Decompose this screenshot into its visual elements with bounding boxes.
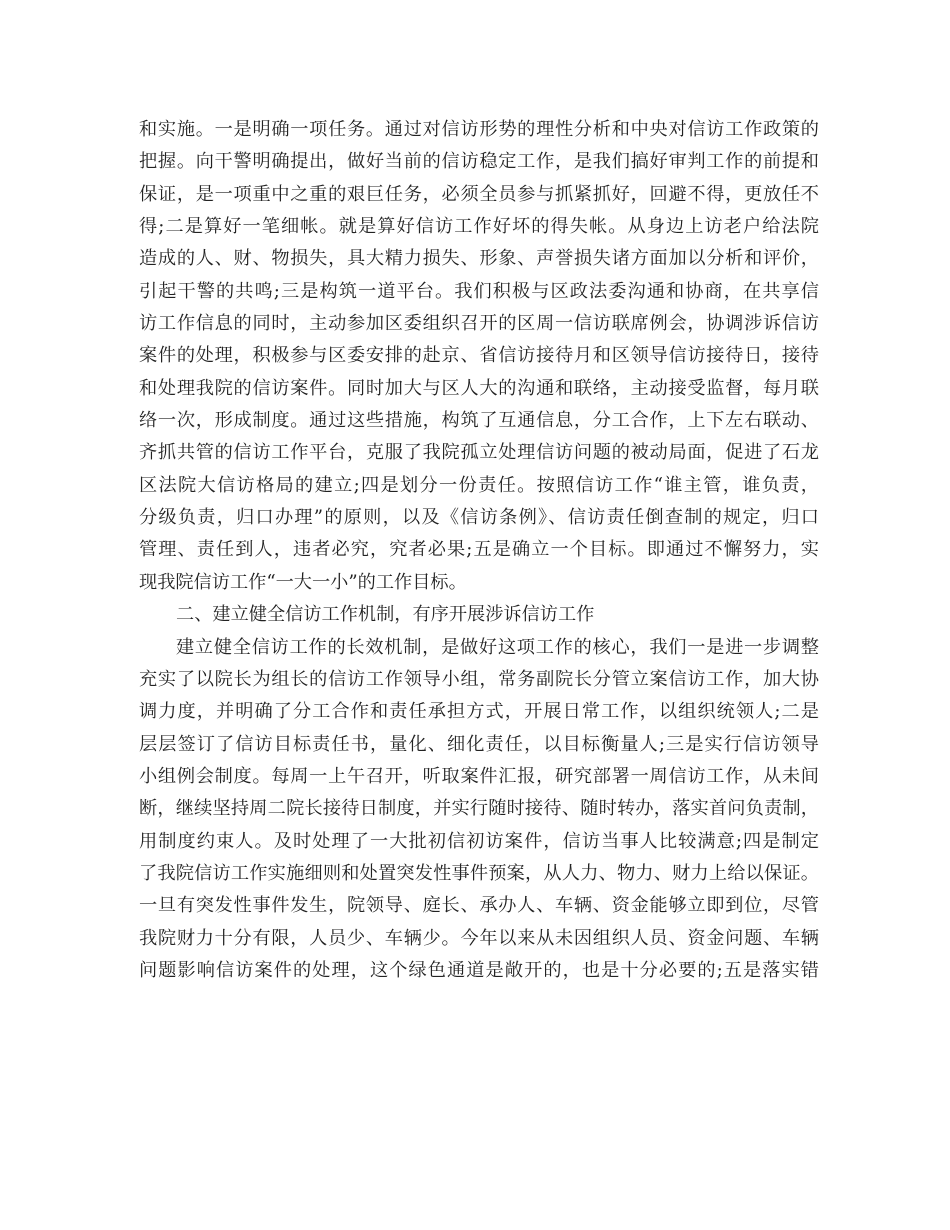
section-heading: 二、建立健全信访工作机制，有序开展涉诉信访工作 <box>176 604 595 626</box>
text-line: 断，继续坚持周二院长接待日制度，并实行随时接待、随时转办，落实首问负责制， <box>139 798 819 820</box>
text-line: 充实了以院长为组长的信访工作领导小组，常务副院长分管立案信访工作，加大协 <box>139 668 819 690</box>
paragraph-first-line: 建立健全信访工作的长效机制，是做好这项工作的核心，我们一是进一步调整 <box>176 636 819 658</box>
text-line: 和实施。一是明确一项任务。通过对信访形势的理性分析和中央对信访工作政策的 <box>139 119 819 140</box>
text-line: 造成的人、财、物损失，具大精力损失、形象、声誉损失诸方面加以分析和评价， <box>139 248 819 270</box>
text-line: 了我院信访工作实施细则和处置突发性事件预案，从人力、物力、财力上给以保证。 <box>139 862 819 884</box>
text-line: 得;二是算好一笔细帐。就是算好信访工作好坏的得失帐。从身边上访老户给法院 <box>139 216 819 238</box>
text-line: 管理、责任到人，违者必究，究者必果;五是确立一个目标。即通过不懈努力，实 <box>139 539 819 561</box>
text-line: 络一次，形成制度。通过这些措施，构筑了互通信息，分工合作，上下左右联动、 <box>139 410 819 432</box>
text-line: 和处理我院的信访案件。同时加大与区人大的沟通和联络，主动接受监督，每月联 <box>139 377 819 399</box>
text-line: 引起干警的共鸣;三是构筑一道平台。我们积极与区政法委沟通和协商，在共享信 <box>139 280 819 302</box>
text-line: 现我院信访工作“一大一小”的工作目标。 <box>139 571 467 593</box>
text-line: 齐抓共管的信访工作平台，克服了我院孤立处理信访问题的被动局面，促进了石龙 <box>139 442 819 464</box>
text-line: 把握。向干警明确提出，做好当前的信访稳定工作，是我们搞好审判工作的前提和 <box>139 151 819 173</box>
text-line: 小组例会制度。每周一上午召开，听取案件汇报，研究部署一周信访工作，从未间 <box>139 765 819 787</box>
text-line: 层层签订了信访目标责任书，量化、细化责任，以目标衡量人;三是实行信访领导 <box>139 733 819 755</box>
text-line: 调力度，并明确了分工合作和责任承担方式，开展日常工作，以组织统领人;二是 <box>139 701 819 723</box>
text-line: 问题影响信访案件的处理，这个绿色通道是敞开的，也是十分必要的;五是落实错 <box>139 959 819 981</box>
text-line: 分级负责，归口办理”的原则，以及《信访条例》、信访责任倒查制的规定，归口 <box>139 507 819 529</box>
text-line: 区法院大信访格局的建立;四是划分一份责任。按照信访工作“谁主管，谁负责， <box>139 474 819 496</box>
text-line: 一旦有突发性事件发生，院领导、庭长、承办人、车辆、资金能够立即到位，尽管 <box>139 895 819 917</box>
document-body <box>139 114 819 987</box>
text-line: 保证，是一项重中之重的艰巨任务，必须全员参与抓紧抓好，回避不得，更放任不 <box>139 183 819 205</box>
text-line: 访工作信息的同时，主动参加区委组织召开的区周一信访联席例会，协调涉诉信访 <box>139 313 819 335</box>
text-line: 案件的处理，积极参与区委安排的赴京、省信访接待月和区领导信访接待日，接待 <box>139 345 819 367</box>
text-line: 用制度约束人。及时处理了一大批初信初访案件，信访当事人比较满意;四是制定 <box>139 830 819 852</box>
text-line: 我院财力十分有限，人员少、车辆少。今年以来从未因组织人员、资金问题、车辆 <box>139 927 819 949</box>
